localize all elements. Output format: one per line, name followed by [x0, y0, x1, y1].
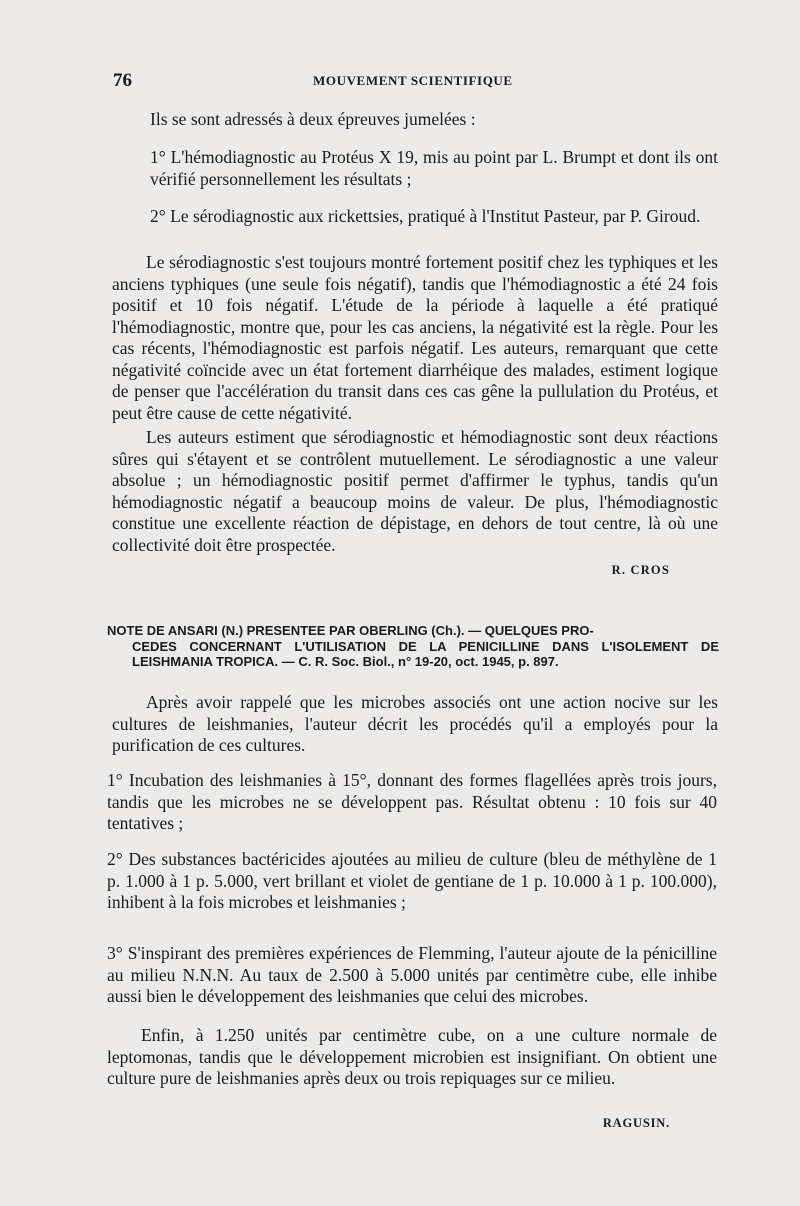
list-item-text: Le sérodiagnostic aux rickettsies, pratiqué à l'Institut Pasteur, par P. Giroud.: [170, 206, 701, 226]
list-item-number: 2°: [150, 206, 166, 226]
list-item-text: Incubation des leishmanies à 15°, donnant des formes flagellées après trois jours, tandis que les microbes ne se développent pas. Résultat obtenu : 10 fois sur 40 tentatives ;: [107, 770, 717, 833]
list-item: [150, 147, 718, 190]
author-signature: R. CROS: [611, 563, 670, 577]
list-item: [107, 943, 717, 1008]
author-signature: RAGUSIN.: [602, 1116, 670, 1130]
paragraph: Le sérodiagnostic s'est toujours montré fortement positif chez les typhiques et les anciens typhiques (une seule fois négatif), tandis que l'hémodiagnostic a été 24 fois positif et 10 fois négatif. L'étude de la période à laquelle a été pratiqué l'hémodiagnostic, montre que, pour les cas anciens, la négativité est la règle. Pour les cas récents, l'hémodiagnostic est parfois négatif. Les auteurs, remarquant que cette négativité coïncide avec un état fortement diarrhéique des malades, estiment logique de penser que l'accélération du transit dans ces cas gêne la pullulation du Protéus, et peut être cause de cette négativité.: [112, 252, 718, 423]
list-item-number: 3°: [107, 943, 123, 963]
list-item-number: 2°: [107, 849, 123, 869]
list-item-text: L'hémodiagnostic au Protéus X 19, mis au point par L. Brumpt et dont ils ont vérifié personnellement les résultats ;: [150, 147, 719, 189]
list-item: [107, 770, 717, 835]
intro-line: Ils se sont adressés à deux épreuves jumelées :: [150, 109, 476, 129]
paragraph: Après avoir rappelé que les microbes associés ont une action nocive sur les cultures de leishmanies, l'auteur décrit les procédés qu'il a employés pour la purification de ces cultures.: [112, 692, 718, 755]
list-item: [107, 849, 717, 914]
article-heading-line1: NOTE DE ANSARI (N.) PRESENTEE PAR OBERLING (Ch.). — QUELQUES PRO-: [107, 623, 594, 638]
list-item: [150, 206, 718, 228]
paragraph: Enfin, à 1.250 unités par centimètre cube, on a une culture normale de leptomonas, tandis que le développement microbien est insignifiant. On obtient une culture pure de leishmanies après deux ou trois repiquages sur ce milieu.: [107, 1025, 717, 1088]
list-item-number: 1°: [107, 770, 123, 790]
page-number: 76: [113, 70, 132, 91]
list-item-text: Des substances bactéricides ajoutées au milieu de culture (bleu de méthylène de 1 p. 1.000 à 1 p. 5.000, vert brillant et violet de gentiane de 1 p. 10.000 à 1 p. 100.000), inhibent à la fois microbes et leishmanies ;: [107, 849, 717, 912]
running-head: MOUVEMENT SCIENTIFIQUE: [313, 73, 513, 88]
paragraph: Les auteurs estiment que sérodiagnostic et hémodiagnostic sont deux réactions sûres qui s'étayent et se contrôlent mutuellement. Le sérodiagnostic a une valeur absolue ; un hémodiagnostic positif permet d'affirmer le typhus, tandis qu'un hémodiagnostic négatif a beaucoup moins de valeur. De plus, l'hémodiagnostic constitue une excellente réaction de dépistage, en dehors de tout centre, là où une collectivité doit être prospectée.: [112, 427, 718, 555]
article-heading: [107, 623, 719, 670]
list-item-number: 1°: [150, 147, 166, 167]
list-item-text: S'inspirant des premières expériences de Flemming, l'auteur ajoute de la pénicilline au milieu N.N.N. Au taux de 2.500 à 5.000 unités par centimètre cube, elle inhibe aussi bien le développement des leishmanies que celui des microbes.: [107, 943, 718, 1006]
article-heading-rest: CEDES CONCERNANT L'UTILISATION DE LA PENICILLINE DANS L'ISOLEMENT DE LEISHMANIA TROPICA. — C. R. Soc. Biol., n° 19-20, oct. 1945, p. 897.: [132, 638, 719, 669]
